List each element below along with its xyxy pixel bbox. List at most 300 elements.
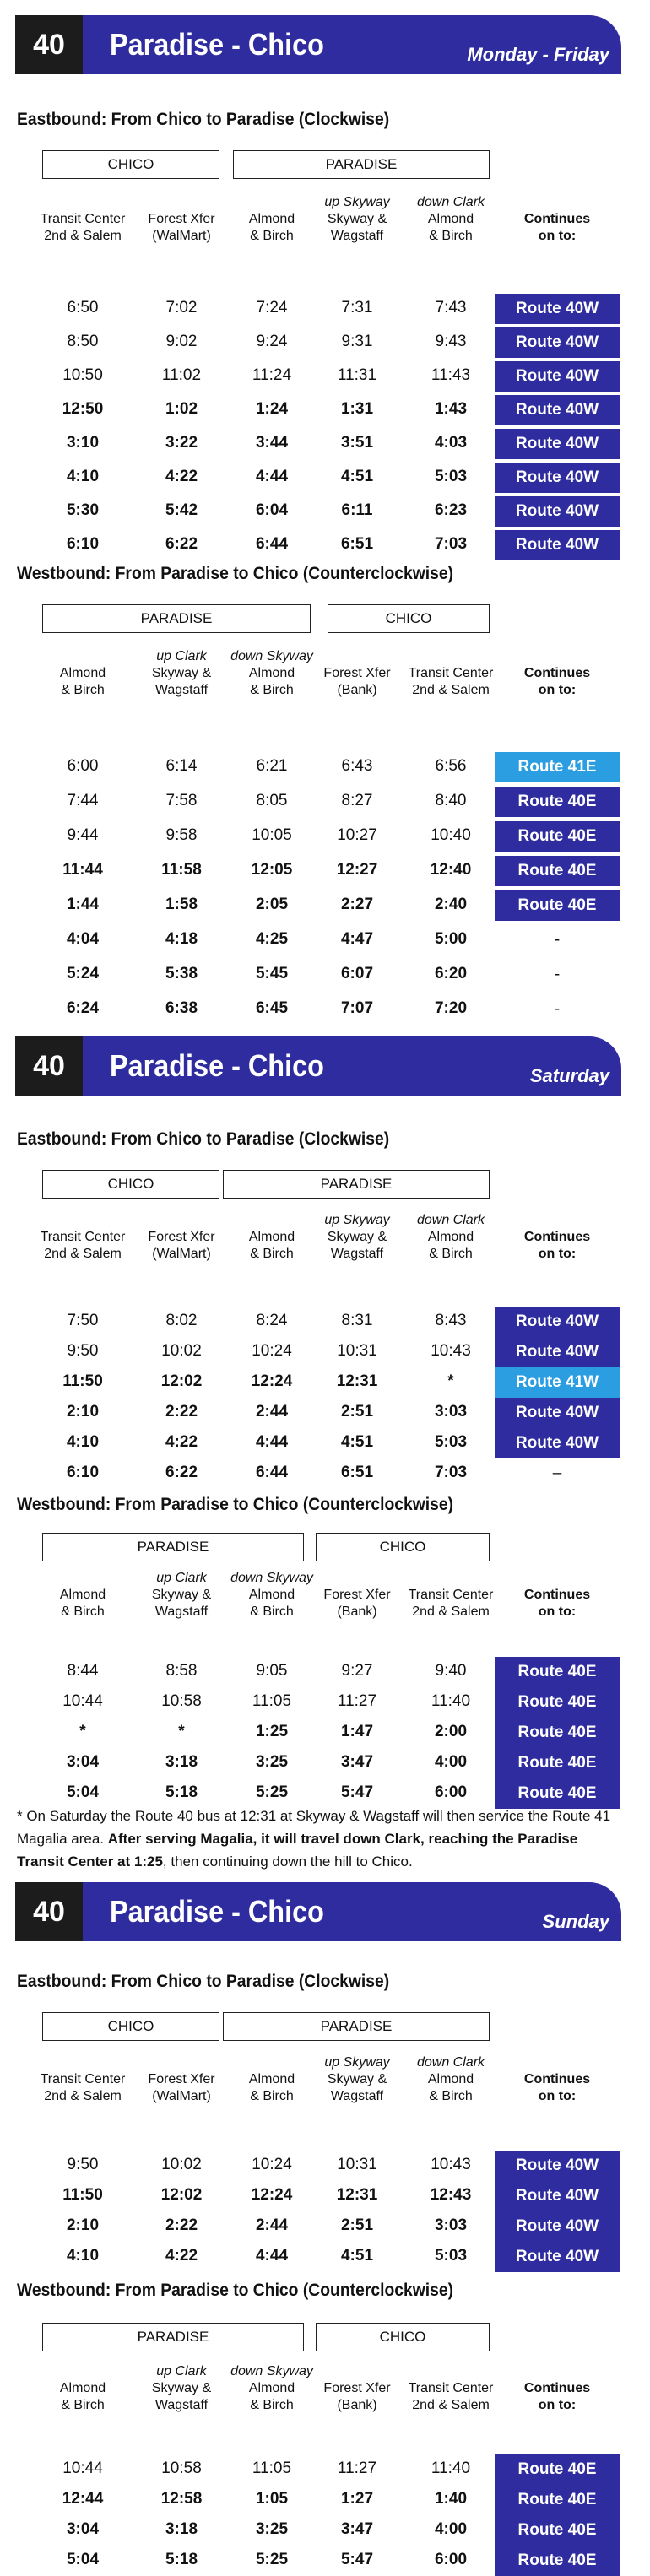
no-connection-mark: – — [552, 1464, 562, 1482]
column-header-note — [32, 648, 133, 665]
time-cell: 5:30 — [66, 501, 100, 519]
route-number-box: 40 — [15, 1882, 83, 1941]
time-cell: 5:03 — [434, 2247, 468, 2265]
column-header — [32, 2054, 133, 2105]
column-header-line2: & Birch — [250, 683, 294, 697]
column-header-line2: & Birch — [250, 229, 294, 243]
column-header-line1: Almond — [59, 2381, 106, 2395]
time-cell: 6:22 — [165, 535, 198, 553]
continues-line1: Continues — [523, 1230, 591, 1244]
column-header-note — [506, 2363, 608, 2380]
route-badge: Route 40W — [495, 294, 620, 324]
time-cell: 4:22 — [165, 1433, 198, 1451]
column-header-line2: & Birch — [61, 683, 105, 697]
time-cell: 9:44 — [67, 825, 99, 844]
footnote-part3: , then continuing down the hill to Chico. — [162, 1854, 413, 1870]
column-header-line1: Almond — [427, 212, 474, 226]
time-cell: 1:27 — [340, 2490, 374, 2508]
column-header-note: down Clark — [416, 1213, 485, 1227]
time-cell: 3:44 — [255, 434, 289, 452]
column-header-note: up Clark — [156, 2364, 207, 2378]
time-cell: 4:47 — [340, 929, 374, 948]
column-header-note — [400, 648, 501, 665]
no-connection-mark: - — [554, 999, 561, 1018]
time-cell: * — [79, 1723, 86, 1740]
column-header-line2: Wagstaff — [330, 1247, 384, 1261]
time-cell: 1:02 — [165, 400, 198, 418]
column-header — [131, 648, 232, 699]
time-cell: 7:03 — [434, 1464, 468, 1481]
time-cell: 6:00 — [434, 1783, 468, 1801]
route-title: Paradise - Chico — [110, 27, 324, 62]
route-badge: Route 40W — [495, 2151, 620, 2181]
column-header-note — [131, 194, 232, 211]
time-cell: 10:05 — [252, 825, 292, 844]
column-header — [400, 2363, 501, 2414]
continues-line2: on to: — [538, 683, 577, 697]
column-header — [306, 194, 408, 245]
time-cell: 9:50 — [67, 1342, 99, 1360]
column-header — [306, 2363, 408, 2414]
time-cell: 7:50 — [67, 1312, 99, 1329]
column-header — [32, 1212, 133, 1263]
route-badge: Route 40W — [495, 1307, 620, 1337]
time-cell: 12:43 — [430, 2186, 472, 2204]
time-cell: * — [447, 1372, 454, 1390]
saturday-footnote — [17, 1805, 618, 1873]
continues-line2: on to: — [538, 1247, 577, 1261]
direction-heading: Eastbound: From Chico to Paradise (Clockwise) — [17, 1129, 390, 1149]
column-header — [131, 1570, 232, 1621]
column-header-line2: (WalMart) — [152, 229, 211, 243]
time-cell: 3:18 — [165, 1753, 198, 1771]
stop-group-label: CHICO — [42, 150, 219, 179]
column-header-note: up Skyway — [324, 195, 390, 209]
route-badge: Route 40E — [495, 2515, 620, 2546]
time-cell: 10:43 — [431, 1342, 471, 1360]
time-cell: * — [178, 1723, 185, 1740]
column-header — [32, 1570, 133, 1621]
continues-header — [506, 194, 608, 245]
column-header-line2: Wagstaff — [154, 2398, 209, 2412]
time-cell: 11:44 — [62, 860, 103, 879]
time-cell: 4:10 — [66, 1433, 100, 1451]
column-header-note: down Clark — [416, 195, 485, 209]
time-cell: 2:51 — [340, 2216, 374, 2234]
route-badge: Route 40W — [495, 1337, 620, 1367]
time-cell: 10:43 — [431, 2156, 471, 2173]
time-cell: 12:44 — [62, 2490, 104, 2508]
time-cell: 5:47 — [340, 1783, 374, 1801]
time-cell: 6:00 — [67, 756, 99, 775]
time-cell: 12:58 — [160, 2490, 203, 2508]
time-cell: 8:05 — [256, 791, 288, 809]
time-cell: 9:27 — [341, 1662, 373, 1680]
time-cell: 11:58 — [161, 860, 202, 879]
service-days: Saturday — [529, 1065, 609, 1086]
route-badge: Route 40W — [495, 463, 620, 493]
column-header-line1: Almond — [248, 1588, 295, 1602]
time-cell: 7:58 — [165, 791, 198, 809]
time-cell: 6:51 — [340, 535, 374, 553]
route-badge: Route 40W — [495, 530, 620, 560]
time-cell: 11:05 — [252, 1692, 292, 1710]
time-cell: 11:27 — [337, 1692, 377, 1710]
direction-heading: Eastbound: From Chico to Paradise (Clockwise) — [17, 1972, 390, 1991]
time-cell: 10:50 — [62, 366, 103, 384]
time-cell: 1:24 — [255, 400, 289, 418]
column-header-note — [131, 2054, 232, 2071]
time-cell: 4:51 — [340, 468, 374, 485]
continues-line1: Continues — [523, 666, 591, 680]
time-cell: 2:10 — [66, 1403, 100, 1421]
time-cell: 5:03 — [434, 1433, 468, 1451]
time-cell: 3:25 — [255, 1753, 289, 1771]
column-header — [131, 2054, 232, 2105]
column-header-line1: Skyway & — [151, 666, 212, 680]
column-header-line1: Almond — [427, 2072, 474, 2086]
time-cell: 4:25 — [255, 929, 289, 948]
column-header-line1: Forest Xfer — [323, 2381, 391, 2395]
time-cell: 8:50 — [67, 333, 99, 350]
column-header — [400, 1570, 501, 1621]
route-badge: Route 40W — [495, 1428, 620, 1458]
route-badge: Route 40W — [495, 327, 620, 358]
column-header-line1: Almond — [427, 1230, 474, 1244]
time-cell: 4:51 — [340, 2247, 374, 2265]
continues-line2: on to: — [538, 2089, 577, 2103]
route-badge: Route 40W — [495, 395, 620, 425]
time-cell: 10:31 — [337, 2156, 377, 2173]
time-cell: 5:25 — [255, 2551, 289, 2568]
time-cell: 12:50 — [62, 400, 104, 418]
time-cell: 9:40 — [435, 1662, 467, 1680]
stop-group-label: CHICO — [328, 604, 490, 633]
stop-group-label: PARADISE — [42, 1533, 304, 1561]
stop-group-label: PARADISE — [42, 604, 311, 633]
time-cell: 8:02 — [165, 1312, 198, 1329]
time-cell: 2:40 — [434, 895, 468, 913]
time-cell: 2:44 — [255, 2216, 289, 2234]
route-badge: Route 40W — [495, 2181, 620, 2211]
stop-group-label: PARADISE — [233, 150, 490, 179]
time-cell: 6:43 — [341, 756, 373, 775]
time-cell: 6:21 — [256, 756, 288, 775]
time-cell: 6:14 — [165, 756, 198, 775]
direction-heading: Eastbound: From Chico to Paradise (Clockwise) — [17, 110, 390, 129]
time-cell: 3:47 — [340, 2520, 374, 2538]
time-cell: 12:31 — [336, 2186, 378, 2204]
time-cell: 10:44 — [62, 1692, 103, 1710]
time-cell: 5:47 — [340, 2551, 374, 2568]
column-header-line1: Almond — [248, 1230, 295, 1244]
time-cell: 8:40 — [435, 791, 467, 809]
continues-line2: on to: — [538, 2398, 577, 2412]
route-badge: Route 40E — [495, 2485, 620, 2515]
time-cell: 7:44 — [67, 791, 99, 809]
column-header-line2: & Birch — [250, 2398, 294, 2412]
direction-heading: Westbound: From Paradise to Chico (Counterclockwise) — [17, 2281, 454, 2300]
time-cell: 3:25 — [255, 2520, 289, 2538]
stop-group-label: CHICO — [42, 1170, 219, 1199]
column-header — [131, 194, 232, 245]
route-badge: Route 40E — [495, 2546, 620, 2576]
time-cell: 6:45 — [255, 998, 289, 1017]
route-badge: Route 40W — [495, 1398, 620, 1428]
time-cell: 5:38 — [165, 964, 198, 982]
continues-line2: on to: — [538, 229, 577, 243]
column-header-line2: (Bank) — [337, 1605, 377, 1619]
route-badge: Route 40E — [495, 2454, 620, 2485]
time-cell: 1:47 — [340, 1723, 374, 1740]
route-number-box: 40 — [15, 15, 83, 74]
column-header-note — [32, 2363, 133, 2380]
column-header-note: down Clark — [416, 2055, 485, 2070]
time-cell: 1:31 — [340, 400, 374, 418]
time-cell: 3:04 — [66, 1753, 100, 1771]
time-cell: 10:24 — [252, 1342, 292, 1360]
time-cell: 3:03 — [434, 1403, 468, 1421]
time-cell: 9:43 — [435, 333, 467, 350]
time-cell: 12:31 — [336, 1372, 378, 1390]
time-cell: 6:22 — [165, 1464, 198, 1481]
route-badge: Route 40E — [495, 890, 620, 921]
route-badge: Route 40W — [495, 2211, 620, 2242]
time-cell: 12:27 — [336, 860, 378, 879]
time-cell: 6:10 — [66, 535, 100, 553]
service-days: Sunday — [542, 1911, 609, 1932]
column-header-line2: & Birch — [429, 1247, 473, 1261]
time-cell: 4:10 — [66, 468, 100, 485]
column-header-line2: & Birch — [429, 229, 473, 243]
time-cell: 1:05 — [255, 2490, 289, 2508]
time-cell: 1:43 — [434, 400, 468, 418]
time-cell: 12:02 — [160, 2186, 203, 2204]
time-cell: 6:04 — [255, 501, 289, 519]
column-header-line1: Almond — [248, 2381, 295, 2395]
time-cell: 10:27 — [337, 825, 377, 844]
time-cell: 11:27 — [337, 2460, 377, 2477]
continues-line2: on to: — [538, 1605, 577, 1619]
route-badge: Route 40E — [495, 787, 620, 817]
time-cell: 2:44 — [255, 1403, 289, 1421]
route-badge: Route 40E — [495, 1718, 620, 1748]
column-header-note: up Clark — [156, 1571, 207, 1585]
time-cell: 3:47 — [340, 1753, 374, 1771]
time-cell: 8:43 — [435, 1312, 467, 1329]
time-cell: 2:10 — [66, 2216, 100, 2234]
time-cell: 10:44 — [62, 2460, 103, 2477]
time-cell: 9:31 — [341, 333, 373, 350]
time-cell: 7:20 — [434, 998, 468, 1017]
route-number-box: 40 — [15, 1036, 83, 1096]
column-header-line1: Skyway & — [327, 1230, 387, 1244]
column-header-line1: Skyway & — [151, 2381, 212, 2395]
column-header-line2: (Bank) — [337, 683, 377, 697]
time-cell: 11:31 — [337, 366, 377, 384]
continues-header — [506, 648, 608, 699]
time-cell: 2:22 — [165, 1403, 198, 1421]
time-cell: 9:02 — [165, 333, 198, 350]
time-cell: 9:58 — [165, 825, 198, 844]
column-header-line2: (Bank) — [337, 2398, 377, 2412]
time-cell: 5:18 — [165, 1783, 198, 1801]
time-cell: 9:24 — [256, 333, 288, 350]
route-badge: Route 41E — [495, 752, 620, 782]
time-cell: 6:44 — [255, 1464, 289, 1481]
continues-line1: Continues — [523, 1588, 591, 1602]
column-header-line2: Wagstaff — [330, 2089, 384, 2103]
continues-header — [506, 1212, 608, 1263]
time-cell: 11:43 — [431, 366, 471, 384]
time-cell: 5:42 — [165, 501, 198, 519]
time-cell: 6:00 — [434, 2551, 468, 2568]
time-cell: 6:24 — [66, 998, 100, 1017]
time-cell: 9:50 — [67, 2156, 99, 2173]
column-header-line2: & Birch — [429, 2089, 473, 2103]
time-cell: 8:44 — [67, 1662, 99, 1680]
time-cell: 5:04 — [66, 1783, 100, 1801]
time-cell: 7:43 — [435, 299, 467, 317]
continues-line1: Continues — [523, 2381, 591, 2395]
column-header-note — [506, 2054, 608, 2071]
route-badge: Route 40E — [495, 1687, 620, 1718]
time-cell: 3:04 — [66, 2520, 100, 2538]
time-cell: 5:00 — [434, 929, 468, 948]
time-cell: 10:02 — [161, 1342, 202, 1360]
time-cell: 4:00 — [434, 2520, 468, 2538]
column-header-line2: & Birch — [250, 1247, 294, 1261]
column-header-line2: (WalMart) — [152, 2089, 211, 2103]
time-cell: 12:40 — [430, 860, 472, 879]
column-header-line1: Transit Center — [40, 2072, 126, 2086]
column-header-note: down Skyway — [230, 649, 313, 663]
route-badge: Route 40E — [495, 856, 620, 886]
no-connection-mark: - — [554, 930, 561, 949]
column-header-line2: 2nd & Salem — [44, 1247, 122, 1261]
column-header-line1: Almond — [248, 2072, 295, 2086]
column-header — [306, 1212, 408, 1263]
time-cell: 2:51 — [340, 1403, 374, 1421]
column-header-note — [131, 1212, 232, 1229]
time-cell: 10:58 — [161, 2460, 202, 2477]
time-cell: 1:44 — [66, 895, 100, 913]
time-cell: 12:05 — [251, 860, 293, 879]
column-header-note — [32, 1570, 133, 1587]
time-cell: 3:18 — [165, 2520, 198, 2538]
time-cell: 3:10 — [66, 434, 100, 452]
time-cell: 2:00 — [434, 1723, 468, 1740]
time-cell: 10:24 — [252, 2156, 292, 2173]
column-header-line2: 2nd & Salem — [412, 683, 490, 697]
column-header-note — [32, 2054, 133, 2071]
time-cell: 6:23 — [434, 501, 468, 519]
column-header-line1: Transit Center — [408, 666, 494, 680]
stop-group-label: PARADISE — [42, 2323, 304, 2351]
time-cell: 4:44 — [255, 1433, 289, 1451]
column-header — [131, 1212, 232, 1263]
column-header-line1: Almond — [59, 666, 106, 680]
time-cell: 6:51 — [340, 1464, 374, 1481]
column-header — [400, 648, 501, 699]
route-badge: Route 41W — [495, 1367, 620, 1398]
time-cell: 3:03 — [434, 2216, 468, 2234]
time-cell: 7:03 — [434, 535, 468, 553]
time-cell: 5:45 — [255, 964, 289, 982]
time-cell: 11:24 — [252, 366, 292, 384]
stop-group-label: PARADISE — [223, 2012, 490, 2041]
time-cell: 7:24 — [256, 299, 288, 317]
column-header-line2: 2nd & Salem — [412, 1605, 490, 1619]
time-cell: 1:40 — [434, 2490, 468, 2508]
time-cell: 2:27 — [340, 895, 374, 913]
time-cell: 5:04 — [66, 2551, 100, 2568]
stop-group-label: CHICO — [316, 1533, 490, 1561]
column-header-line1: Almond — [59, 1588, 106, 1602]
time-cell: 4:44 — [255, 468, 289, 485]
column-header-line1: Transit Center — [40, 212, 126, 226]
column-header — [32, 194, 133, 245]
time-cell: 10:40 — [431, 825, 471, 844]
column-header-line1: Forest Xfer — [148, 1230, 215, 1244]
time-cell: 12:24 — [251, 2186, 293, 2204]
column-header-line2: 2nd & Salem — [44, 2089, 122, 2103]
time-cell: 5:03 — [434, 468, 468, 485]
column-header-note: up Skyway — [324, 2055, 390, 2070]
route-badge: Route 40E — [495, 821, 620, 852]
time-cell: 5:25 — [255, 1783, 289, 1801]
time-cell: 1:25 — [255, 1723, 289, 1740]
time-cell: 3:51 — [340, 434, 374, 452]
footnote-part1: * On Saturday the Route 40 bus at 12:31 at Skyway & Wagstaff will then service the Route 41 Magalia area. — [17, 1808, 611, 1847]
time-cell: 2:22 — [165, 2216, 198, 2234]
route-badge: Route 40E — [495, 1657, 620, 1687]
column-header-note — [506, 1212, 608, 1229]
time-cell: 6:50 — [67, 299, 99, 317]
route-badge: Route 40E — [495, 1778, 620, 1809]
column-header-note: down Skyway — [230, 2364, 313, 2378]
column-header — [400, 194, 501, 245]
column-header-line1: Almond — [248, 212, 295, 226]
column-header-line1: Skyway & — [327, 212, 387, 226]
column-header-note: down Skyway — [230, 1571, 313, 1585]
stop-group-label: PARADISE — [223, 1170, 490, 1199]
time-cell: 7:31 — [341, 299, 373, 317]
time-cell: 8:24 — [256, 1312, 288, 1329]
column-header-note — [400, 1570, 501, 1587]
footnote-part2: After serving Magalia, it will travel down Clark, reaching the Paradise Transit Center at 1:25 — [17, 1831, 578, 1870]
column-header-note — [506, 648, 608, 665]
time-cell: 4:10 — [66, 2247, 100, 2265]
column-header-line2: & Birch — [61, 2398, 105, 2412]
column-header-note: up Clark — [156, 649, 207, 663]
column-header-line1: Transit Center — [408, 1588, 494, 1602]
direction-heading: Westbound: From Paradise to Chico (Counterclockwise) — [17, 1495, 454, 1514]
continues-line1: Continues — [523, 2072, 591, 2086]
column-header-line1: Forest Xfer — [148, 2072, 215, 2086]
time-cell: 11:50 — [62, 1372, 103, 1390]
column-header-line1: Forest Xfer — [148, 212, 215, 226]
time-cell: 10:02 — [161, 2156, 202, 2173]
time-cell: 8:58 — [165, 1662, 198, 1680]
time-cell: 6:56 — [435, 756, 467, 775]
stop-group-label: CHICO — [316, 2323, 490, 2351]
column-header-note — [400, 2363, 501, 2380]
direction-heading: Westbound: From Paradise to Chico (Counterclockwise) — [17, 564, 454, 583]
column-header-line2: & Birch — [61, 1605, 105, 1619]
column-header-line1: Forest Xfer — [323, 1588, 391, 1602]
route-badge: Route 40E — [495, 1748, 620, 1778]
